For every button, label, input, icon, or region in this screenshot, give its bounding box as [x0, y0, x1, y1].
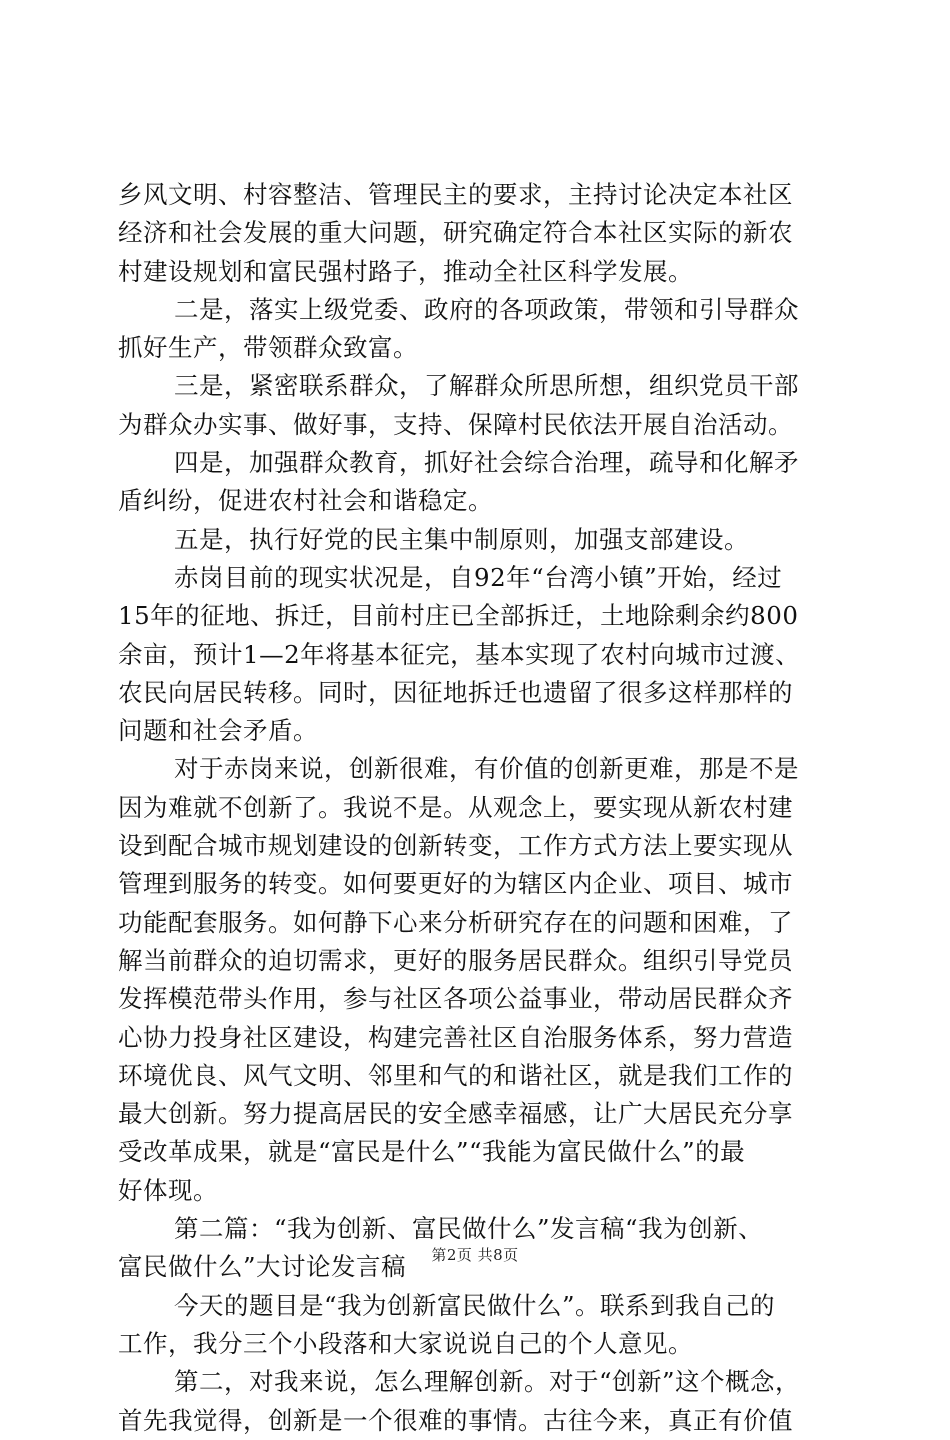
- text-line: 抓好生产，带领群众致富。: [118, 333, 418, 363]
- text-line: 发挥模范带头作用，参与社区各项公益事业，带动居民群众齐: [118, 984, 793, 1014]
- text-line: 管理到服务的转变。如何要更好的为辖区内企业、项目、城市: [118, 869, 793, 899]
- text-line: 环境优良、风气文明、邻里和气的和谐社区，就是我们工作的: [118, 1060, 793, 1090]
- text-line: 受改革成果，就是“富民是什么”“我能为富民做什么”的最: [118, 1137, 746, 1167]
- text-line: 因为难就不创新了。我说不是。从观念上，要实现从新农村建: [118, 792, 793, 822]
- paragraph-start-line: 对于赤岗来说，创新很难，有价值的创新更难，那是不是: [174, 754, 799, 784]
- text-line: 好体现。: [118, 1175, 218, 1205]
- text-line: 盾纠纷，促进农村社会和谐稳定。: [118, 486, 493, 516]
- text-line: 最大创新。努力提高居民的安全感幸福感，让广大居民充分享: [118, 1099, 793, 1129]
- text-line: 为群众办实事、做好事，支持、保障村民依法开展自治活动。: [118, 409, 793, 439]
- paragraph-start-line: 五是，执行好党的民主集中制原则，加强支部建设。: [174, 524, 749, 554]
- text-line: 村建设规划和富民强村路子，推动全社区科学发展。: [118, 256, 693, 286]
- section-heading-line: 富民做什么”大讨论发言稿: [118, 1252, 407, 1282]
- text-line: 农民向居民转移。同时，因征地拆迁也遗留了很多这样那样的: [118, 677, 793, 707]
- page-number-footer: 第2页 共8页: [431, 1246, 519, 1264]
- paragraph-start-line: 四是，加强群众教育，抓好社会综合治理，疏导和化解矛: [174, 448, 799, 478]
- section-heading-line: 第二篇：“我为创新、富民做什么”发言稿“我为创新、: [174, 1214, 764, 1244]
- paragraph-start-line: 二是，落实上级党委、政府的各项政策，带领和引导群众: [174, 294, 799, 324]
- text-line: 余亩，预计1—2年将基本征完，基本实现了农村向城市过渡、: [118, 639, 801, 669]
- text-line: 经济和社会发展的重大问题，研究确定符合本社区实际的新农: [118, 218, 793, 248]
- text-line: 首先我觉得，创新是一个很难的事情。古往今来，真正有价值: [118, 1405, 793, 1435]
- text-line: 工作，我分三个小段落和大家说说自己的个人意见。: [118, 1328, 693, 1358]
- text-line: 乡风文明、村容整洁、管理民主的要求，主持讨论决定本社区: [118, 180, 793, 209]
- paragraph-start-line: 三是，紧密联系群众，了解群众所思所想，组织党员干部: [174, 371, 799, 401]
- text-line: 功能配套服务。如何静下心来分析研究存在的问题和困难，了: [118, 907, 793, 937]
- text-line: 问题和社会矛盾。: [118, 716, 318, 746]
- paragraph-start-line: 赤岗目前的现实状况是，自92年“台湾小镇”开始，经过: [174, 562, 783, 592]
- text-line: 解当前群众的迫切需求，更好的服务居民群众。组织引导党员: [118, 945, 793, 975]
- text-line: 15年的征地、拆迁，目前村庄已全部拆迁，土地除剩余约800: [118, 601, 799, 631]
- text-line: 设到配合城市规划建设的创新转变，工作方式方法上要实现从: [118, 831, 793, 861]
- paragraph-start-line: 今天的题目是“我为创新富民做什么”。联系到我自己的: [174, 1290, 776, 1320]
- paragraph-start-line: 第二，对我来说，怎么理解创新。对于“创新”这个概念，: [174, 1367, 801, 1397]
- text-line: 心协力投身社区建设，构建完善社区自治服务体系，努力营造: [118, 1022, 793, 1052]
